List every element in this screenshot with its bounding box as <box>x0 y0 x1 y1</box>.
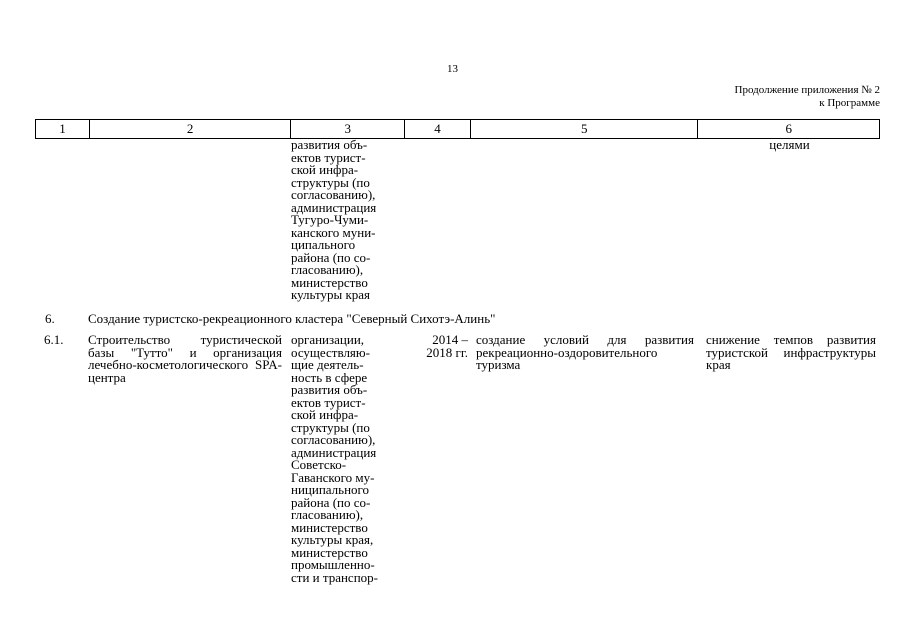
row-executors-text: организации, осуществляю- щие деятель- ность в сфере развития объ- ектов турист- ской инфра- структуры (по согласованию), администрация Советско- Гаванского му- ниципального района (по со- гласованию), министерство культуры края, министерство промышленно- сти и транспор- <box>291 332 378 585</box>
continuation-line-2: к Программе <box>819 97 880 109</box>
page-number: 13 <box>447 63 458 75</box>
row-number: 6.1. <box>44 332 64 347</box>
row-risk-text: снижение темпов развития туристской инфраструктуры края <box>706 332 876 372</box>
header-col-3: 3 <box>291 120 405 138</box>
header-col-6: 6 <box>785 121 792 136</box>
continued-col3-text: развития объ- ектов турист- ской инфра- структуры (по согласованию), администрация Тугуро-Чуми- канского муни- ципального района (по со- гласованию), министерство культуры края <box>291 137 377 302</box>
continued-col6-text: целями <box>769 137 810 152</box>
continuation-line-1: Продолжение приложения № 2 <box>734 84 880 96</box>
section-number: 6. <box>45 311 55 326</box>
header-col-1: 1 <box>36 120 90 138</box>
table-header-row <box>35 119 880 139</box>
header-col-2: 2 <box>90 120 292 138</box>
row-result-text: создание условий для развития рекреационно-оздоровительного туризма <box>476 332 694 372</box>
header-col-5: 5 <box>471 120 698 138</box>
header-col-4: 4 <box>405 120 471 138</box>
row-period-text: 2014 – 2018 гг. <box>426 332 468 360</box>
section-title: Создание туристско-рекреационного кластера "Северный Сихотэ-Алинь" <box>88 311 496 326</box>
row-name-text: Строительство туристической базы "Тутто" и организация лечебно-косметологического SPA-центра <box>88 332 282 385</box>
continuation-note <box>690 84 880 110</box>
